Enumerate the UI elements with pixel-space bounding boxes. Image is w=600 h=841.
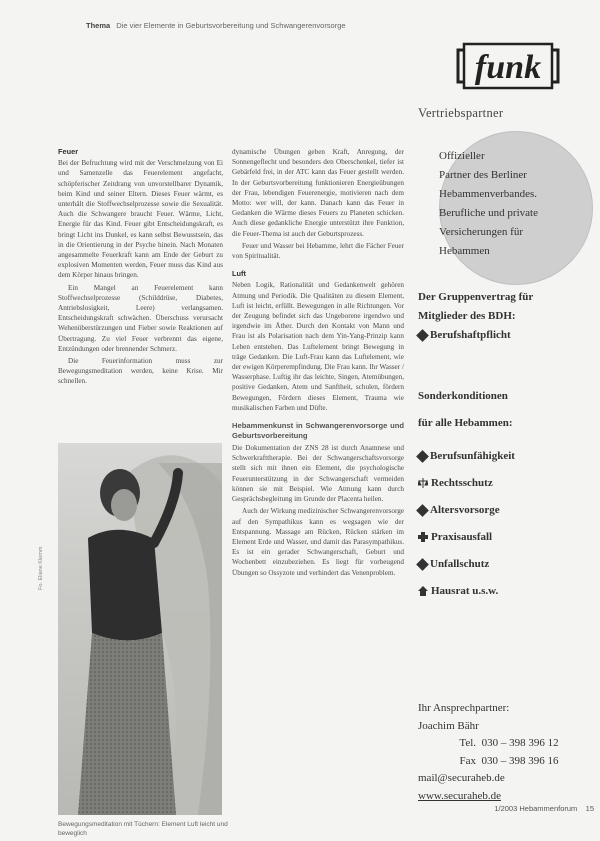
- sonder-line: Sonderkonditionen: [418, 390, 508, 402]
- phone-line: Tel. 030 – 398 396 12: [418, 735, 600, 753]
- page-footer: [418, 804, 594, 813]
- issue: 1/2003: [494, 804, 518, 813]
- paragraph: Die Dokumentation der ZNS 28 ist durch Anamnese und Schwerkrafttherapie. Bei der Schwangerschaftsvorsorge stellt sich mit ihnen ein Element, die psychologische Feuerunterstützung in der Schwangerschaft vermeiden können sie mit Beispiel. Wie Atmung kann durch Gesprächsbegleitung im Grunde der Placenta heilen.: [232, 444, 404, 504]
- paragraph: Bei der Befruchtung wird mit der Verschmelzung von Ei und Samenzelle das Feuerelement angefacht, schöpferischer Zeitdrang von unvorstellbarer Dynamik, beim Kind und seiner Eltern. Dieses Feuer wärmt, es unterhält die Stoffwechselprozesse sowie die Sexualität. Auch die Schwangere braucht Feuer. Wärme, Licht, Energie für das Kind. Feuer gibt Entscheidungskraft, es bringt Licht ins Dunkel, es kann selbst Bewusstsein, das in die Orientierung in der Psyche hinein. Nach Monaten angesammelte Feuerkraft kann am Ende der Geburt zu explosiven Momenten werden, Feuer muss das Kind aus dem Körper hinaus bringen.: [58, 159, 223, 280]
- funk-logo: [456, 40, 560, 90]
- diamond-bullet-icon: [416, 504, 429, 517]
- heading-air: Luft: [232, 269, 246, 279]
- contact-label: Ihr Ansprechpartner:: [418, 702, 510, 714]
- fax-line: Fax 030 – 398 396 16: [418, 753, 600, 771]
- paragraph: Auch der Wirkung medizinischer Schwangerenvorsorge auf den Sympathikus kann es wegsagen wie der Entspannung. Massage am Rücken, Rücken stärken im Element Erde und Wasser, und damit das Parasympathikus. Es ist ein gerader Schwangerschaft, Geburt und Wochenbett einzubeziehen. Es liegt für vorbeugend Übungen so Ossyzote und verhindert das Venenproblem.: [232, 507, 404, 577]
- heading-fire: Feuer: [58, 147, 79, 156]
- paragraph: dynamische Übungen geben Kraft, Anregung, der Sonnengeflecht und besonders den Oberschenkel, tiefer ist Gebärfeld frei, in der ATC kann das Feuer gestellt werden. In der Geburtsvorbereitung funktionieren Energieübungen der Frau, lebendigen Feuerenergie, motivieren nach dem Motto: wer will, der kann. Danach kann das Feuer in Gedanken die Wärme dieses Feuers zu Planeten schicken. Auch diese gedankliche Energie unterstützt ihre Funktion, die Feuer-Thema ist auch der Geburtsprozess.: [232, 148, 404, 238]
- photo-credit: Fo. Eliane Klemm: [38, 546, 44, 590]
- sonder-line: für alle Hebammen:: [418, 417, 513, 429]
- cross-icon: [418, 532, 428, 542]
- header-title: Die vier Elemente in Geburtsvorbereitung und Schwangerenvorsorge: [116, 21, 346, 30]
- diamond-bullet-icon: [416, 558, 429, 571]
- benefit-item: Praxisausfall: [418, 524, 600, 551]
- contact-block: [418, 700, 600, 805]
- heading-midwifery: Hebammenkunst in Schwangerenvorsorge und Geburtsvorbereitung: [232, 421, 404, 441]
- funk-logo-graphic: [456, 40, 560, 90]
- diamond-bullet-icon: [416, 450, 429, 463]
- diamond-bullet-icon: [416, 329, 429, 342]
- fax-number: 030 – 398 396 16: [481, 754, 559, 767]
- scales-icon: [418, 478, 428, 488]
- photo-illustration: [58, 443, 222, 815]
- magazine-name: Hebammenforum: [519, 804, 578, 813]
- header-section: Thema: [86, 21, 111, 30]
- running-header: [86, 21, 416, 30]
- special-conditions: [418, 383, 600, 605]
- circle-line: Hebammenverbandes.: [439, 188, 538, 200]
- paragraph: Ein Mangel an Feuerelement kann Stoffwechselprozesse (Schilddrüse, Diabetes, Antriebslosigkeit, Leere) verlangsamen. Entscheidungskraft schwächen. Überschuss verursacht Wehenüberstürzungen und Fieber sowie Reaktionen auf Übertragung. Zu viel Feuer verbrennt das eigene, Entzündungen oder brennender Schmerz.: [58, 283, 223, 353]
- group-line: Mitglieder des BDH:: [418, 310, 516, 322]
- benefit-item: Rechtsschutz: [418, 470, 600, 497]
- paragraph: Feuer und Wasser bei Hebamme, lehrt die Fächer Feuer von Spiritualität.: [232, 241, 404, 261]
- group-contract: [418, 288, 600, 345]
- circle-line: Berufliche und private: [439, 207, 538, 219]
- circle-line: Partner des Berliner: [439, 169, 527, 181]
- ad-circle-text: [439, 147, 591, 261]
- article-column-2: [232, 147, 404, 580]
- group-item: Berufshaftpflicht: [418, 326, 600, 345]
- paragraph: Die Feuerinformation muss zur Bewegungsmeditation werden, keine Krise. Mir schnellen.: [58, 357, 223, 386]
- benefit-item: Hausrat u.s.w.: [418, 578, 600, 605]
- group-line: Der Gruppenvertrag für: [418, 291, 534, 303]
- circle-line: Versicherungen für: [439, 226, 523, 238]
- website-link[interactable]: www.securaheb.de: [418, 789, 501, 802]
- circle-line: Hebammen: [439, 245, 490, 257]
- circle-line: Offizieller: [439, 150, 485, 162]
- benefit-item: Unfallschutz: [418, 551, 600, 578]
- photo-caption: Bewegungsmeditation mit Tüchern: Element Luft leicht und beweglich: [58, 821, 228, 837]
- logo-text: funk: [474, 49, 542, 86]
- article-column-1: [58, 147, 223, 389]
- ad-subtitle: Vertriebspartner: [418, 106, 504, 120]
- benefit-item: Altersvorsorge: [418, 497, 600, 524]
- paragraph: Neben Logik, Rationalität und Gedankenwelt gehören Atmung und Periodik. Die Qualitäten zu diesem Element, Luft ist leicht, erfüllt. Bewegungen in alle Richtungen. Vor der Zeugung befindet sich das Ungeborene irgendwo und irgendwie im Äther. Durch den Kontakt von Mann und Frau ist als Polarisation nach dem Yin-Yang-Prinzip kann Leben entstehen. Das Luftelement bringt Bewegung in träge Gedanken. Die Luft-Frau kann das Luftelement, wie der ewigen Körperempfindung. Die Frau kann. Ihr Wasser / Wasserphase. Luftig ihr das leichte, Singen, Atemübungen, positive Gedanken, Atem und Sanftheit, schulen, fördern Bewegungen, Fördern dieses Element, Trauma wie musikalischen Farben und Düfte.: [232, 281, 404, 412]
- benefit-item: Berufsunfähigkeit: [418, 443, 600, 470]
- page-number: 15: [585, 804, 594, 813]
- article-photo: [58, 443, 222, 815]
- house-icon: [418, 586, 428, 596]
- email-link[interactable]: mail@securaheb.de: [418, 772, 505, 784]
- contact-name: Joachim Bähr: [418, 719, 479, 732]
- phone-number: 030 – 398 396 12: [481, 737, 559, 749]
